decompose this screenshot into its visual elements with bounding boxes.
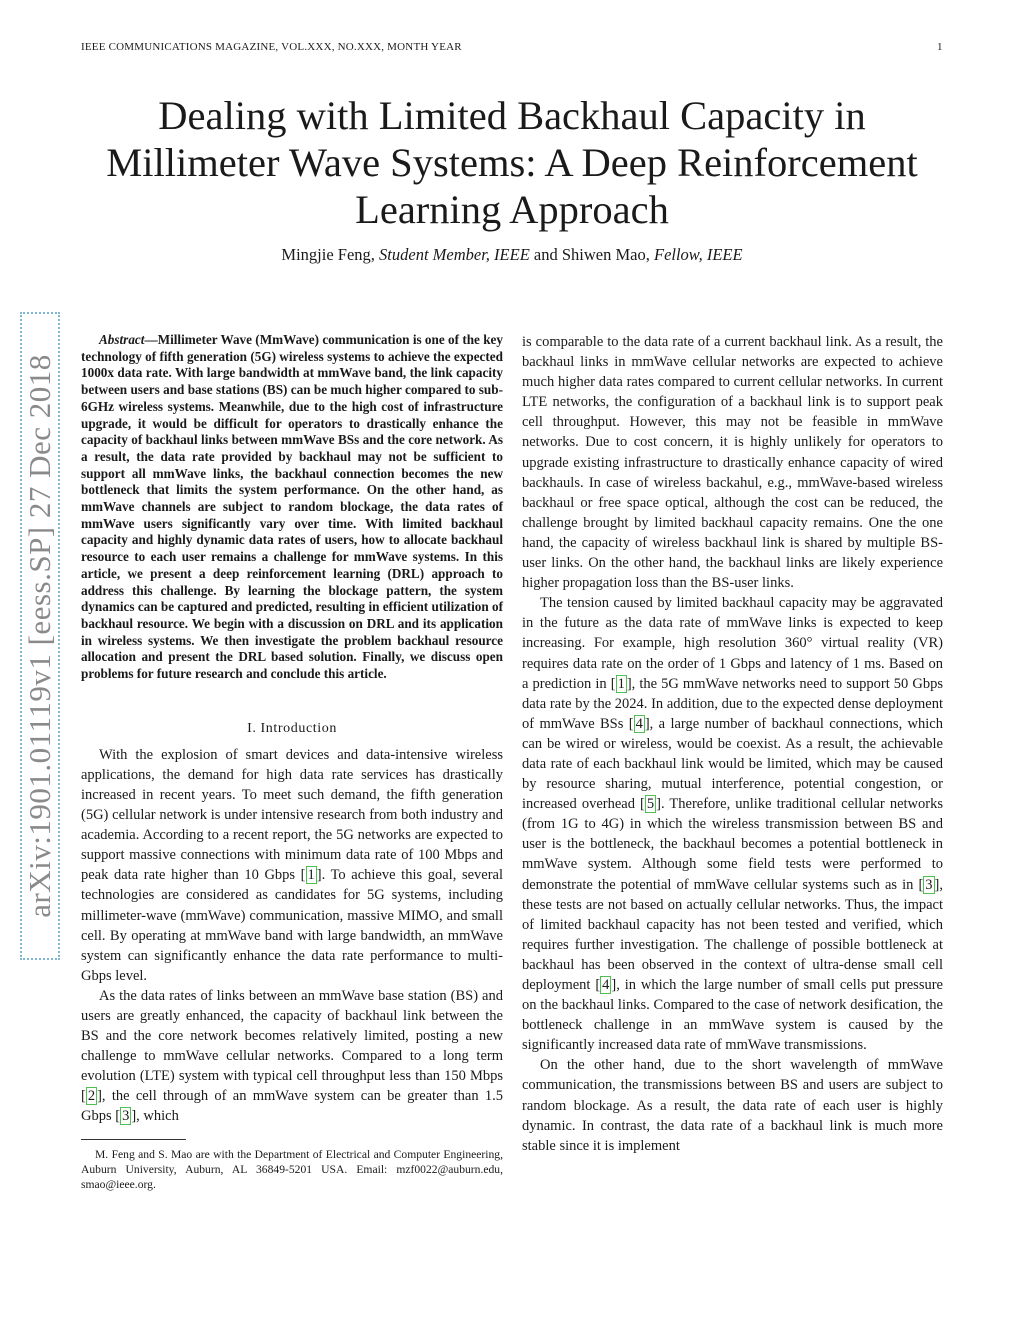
citation-link[interactable]: 3 — [925, 876, 933, 893]
footnote-divider — [81, 1139, 186, 1140]
abstract — [81, 332, 503, 683]
citation-link[interactable]: 4 — [602, 977, 610, 993]
citation-link[interactable]: 3 — [122, 1108, 130, 1125]
right-column — [522, 332, 943, 1156]
author-affiliation-footnote: M. Feng and S. Mao are with the Department of Electrical and Computer Engineering, Auburn University, Auburn, AL 36849-5201 USA. Email: mzf0022@auburn.edu, smao@ieee.org. — [81, 1147, 503, 1191]
paragraph — [522, 593, 943, 1055]
paragraph-text: ]. Therefore, unlike traditional cellular networks (from 1G to 4G) in which the wireless transmission between BS and user is the bottleneck, the backhaul becomes a potential bottleneck in mmWave system. Although some field tests were performed to demonstrate the potential of mmWave cellular systems such as in [ — [522, 796, 943, 893]
arxiv-stamp-text: arXiv:1901.01119v1 [eess.SP] 27 Dec 2018 — [22, 354, 57, 918]
paragraph — [81, 986, 503, 1127]
running-header: IEEE COMMUNICATIONS MAGAZINE, VOL.XXX, NO.XXX, MONTH YEAR — [81, 41, 462, 53]
left-column — [81, 332, 503, 1192]
citation-link[interactable]: 5 — [646, 796, 655, 813]
author-role: Fellow, IEEE — [653, 245, 743, 264]
paragraph-text: ], these tests are not based on actually cellular networks. Thus, the impact of limited backhaul capacity has not been tested and verified, which requires further investigation. The challenge of possible bottleneck at backhaul has been observed in the context of ultra-dense small cell deployment [ — [522, 876, 943, 993]
paragraph-text: ]. To achieve this goal, several technologies are considered as candidates for 5G systems, including millimeter-wave (mmWave) communication, massive MIMO, and small cell. By operating at mmWave band with large bandwidth, an mmWave system can significantly enhance the data rate performance to multi-Gbps level. — [81, 867, 503, 984]
paragraph-text: ], the cell through of an mmWave system can be greater than 1.5 Gbps [ — [81, 1088, 503, 1125]
citation-link[interactable]: 2 — [87, 1088, 96, 1105]
author-name: and Shiwen Mao, — [533, 245, 650, 264]
citation-link[interactable]: 4 — [635, 715, 643, 732]
author-line — [0, 245, 1024, 265]
abstract-label: Abstract — [99, 332, 145, 347]
paragraph-text: ], which — [131, 1108, 179, 1125]
paragraph-text: As the data rates of links between an mmWave base station (BS) and users are greatly enhanced, the capacity of backhaul link between the BS and the core network becomes relatively limited, posting a new challenge to mmWave cellular networks. Compared to a long term evolution (LTE) system with typical cell throughput less than 150 Mbps [ — [81, 987, 503, 1105]
citation-link[interactable]: 1 — [307, 867, 315, 884]
abstract-text: Millimeter Wave (MmWave) communication is one of the key technology of fifth generation (5G) wireless systems to achieve the expected 1000x data rate. With large bandwidth at mmWave band, the link capacity between users and base stations (BS) can be much higher compared to sub-6GHz wireless systems. Meanwhile, due to the high cost of infrastructure upgrade, it would be difficult for operators to drastically enhance the capacity of backhaul links between mmWave BSs and the core network. As a result, the data rate provided by backhaul may not be sufficient to support all mmWave links, the backhaul connection becomes the new bottleneck that limits the system performance. On the other hand, as mmWave channels are subject to random blockage, the data rates of mmWave users significantly vary over time. With limited backhaul capacity and highly dynamic data rates of users, how to allocate backhaul resource to each user remains a challenge for mmWave systems. In this article, we present a deep reinforcement learning (DRL) approach to address this challenge. By learning the blockage pattern, the system dynamics can be captured and predicted, resulting in efficient utilization of backhaul resource. We begin with a discussion on DRL and its application in wireless systems. We then investigate the problem backhaul resource allocation and present the DRL based solution. Finally, we discuss open problems for future research and conclude this article. — [81, 332, 503, 682]
section-heading-introduction: I. Introduction — [247, 720, 337, 736]
paragraph: On the other hand, due to the short wavelength of mmWave communication, the transmissions between BS and users are subject to random blockage. As a result, the data rate of each user is highly dynamic. In contrast, the data rate of a backhaul link is much more stable since it is implement — [522, 1057, 943, 1154]
page-number: 1 — [937, 41, 943, 53]
paragraph-text: ], in which the large number of small cells put pressure on the backhaul links. Compared to the case of network desification, the bottleneck challenge in an mmWave system is caused by the significantly increased data rate of mmWave transmissions. — [522, 977, 943, 1054]
abstract-dash: — — [144, 332, 158, 347]
paragraph-text: ], a large number of backhaul connections, which can be wired or wireless, would be coexist. As a result, the achievable data rate of each backhaul link would be limited, which may be caused by resource sharing, mutual interference, potential congestion, or increased overhead [ — [522, 715, 943, 813]
citation-link[interactable]: 1 — [617, 675, 625, 692]
paragraph: is comparable to the data rate of a current backhaul link. As a result, the backhaul links in mmWave cellular networks are expected to achieve much higher data rates compared to current cellular networks. In current LTE networks, the configuration of a backhaul link is to support peak cell throughput. However, this may not be feasible in mmWave networks. Due to cost concern, it is highly unlikely for operators to upgrade existing infrastructure to drastically enhance capacity of wired backhauls. In case of wireless backahul, e.g., mmWave-based wireless backhaul or free space optical, although the cost can be reduced, the challenge brought by limited backhaul capacity remains. One the one hand, the capacity of wireless backhaul link is shared by multiple BS-user links. On the other hand, the backhaul links are likely experience higher propagation loss than the BS-user links. — [522, 334, 943, 592]
paragraph-text: With the explosion of smart devices and data-intensive wireless applications, the demand for high data rate services has drastically increased in recent years. To meet such demand, the fifth generation (5G) cellular network is under intensive research from both industry and academia. According to a recent report, the 5G networks are expected to support massive connections with minimum data rate of 100 Mbps and peak data rate higher than 10 Gbps [ — [81, 746, 503, 884]
arxiv-stamp-link[interactable] — [20, 312, 60, 960]
author-name: Mingjie Feng, — [281, 245, 375, 264]
author-role: Student Member, IEEE — [379, 245, 530, 264]
paper-title: Dealing with Limited Backhaul Capacity in Millimeter Wave Systems: A Deep Reinforcement Learning Approach — [106, 93, 918, 232]
paragraph — [81, 745, 503, 986]
paragraph-text: ], the 5G mmWave networks need to support 50 Gbps data rate by the 2024. In addition, due to the expected dense deployment of mmWave BSs [ — [522, 675, 943, 732]
paragraph-text: The tension caused by limited backhaul capacity may be aggravated in the future as the data rate of mmWave links is expected to keep increasing. For example, high resolution 360° virtual reality (VR) requires data rate on the order of 1 Gbps and latency of 1 ms. Based on a prediction in [ — [522, 595, 943, 692]
